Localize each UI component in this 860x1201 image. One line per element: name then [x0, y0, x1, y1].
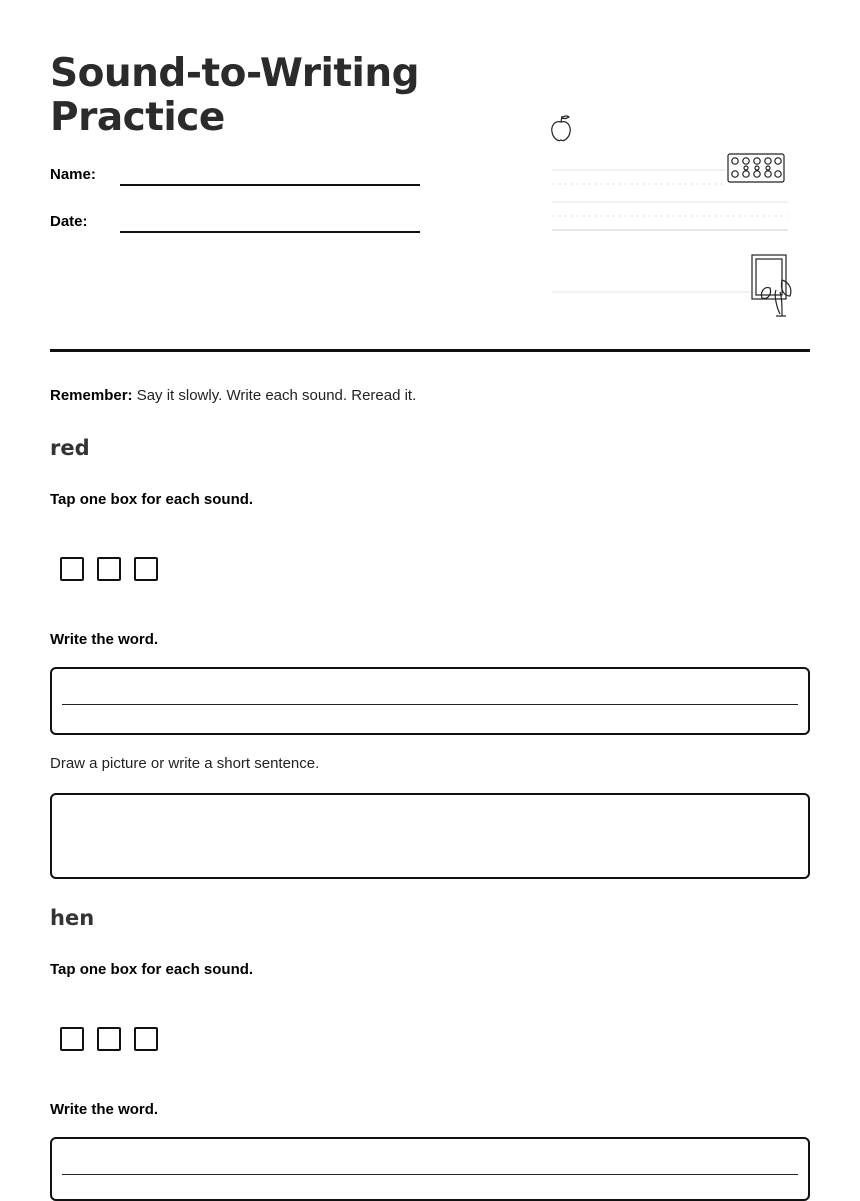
date-label: Date:: [50, 213, 88, 230]
date-field-row: [50, 213, 420, 243]
reminder-text: [50, 387, 416, 404]
writing-baseline: [62, 704, 798, 705]
sound-boxes-hen: [60, 1027, 171, 1051]
name-input[interactable]: [120, 184, 420, 186]
sound-boxes-red: [60, 557, 171, 581]
word-heading-red: red: [50, 436, 90, 460]
header-illustration: [550, 110, 800, 325]
write-instruction: Write the word.: [50, 631, 159, 648]
write-instruction: Write the word.: [50, 1101, 159, 1118]
write-word-box-hen[interactable]: [50, 1137, 810, 1201]
plant-picture-icon: [752, 255, 791, 316]
ten-frame-icon: [728, 154, 784, 182]
sound-box-3[interactable]: [134, 1027, 158, 1051]
sound-box-2[interactable]: [97, 1027, 121, 1051]
write-word-box-red[interactable]: [50, 667, 810, 735]
drawing-box-red[interactable]: [50, 793, 810, 879]
date-input[interactable]: [120, 231, 420, 233]
reminder-lead: Remember:: [50, 387, 133, 404]
header-divider: [50, 349, 810, 352]
sound-instruction: Tap one box for each sound.: [50, 491, 254, 508]
sound-box-3[interactable]: [134, 557, 158, 581]
sound-box-2[interactable]: [97, 557, 121, 581]
reminder-body: Say it slowly. Write each sound. Reread it.: [136, 387, 417, 404]
page-title: Sound-to-Writing Practice: [50, 51, 420, 140]
name-label: Name:: [50, 166, 96, 183]
writing-baseline: [62, 1174, 798, 1175]
sound-box-1[interactable]: [60, 557, 84, 581]
name-field-row: [50, 166, 420, 196]
apple-icon: [552, 116, 570, 141]
draw-instruction: Draw a picture or write a short sentence.: [50, 755, 320, 772]
sound-instruction: Tap one box for each sound.: [50, 961, 254, 978]
word-heading-hen: hen: [50, 906, 95, 930]
sound-box-1[interactable]: [60, 1027, 84, 1051]
